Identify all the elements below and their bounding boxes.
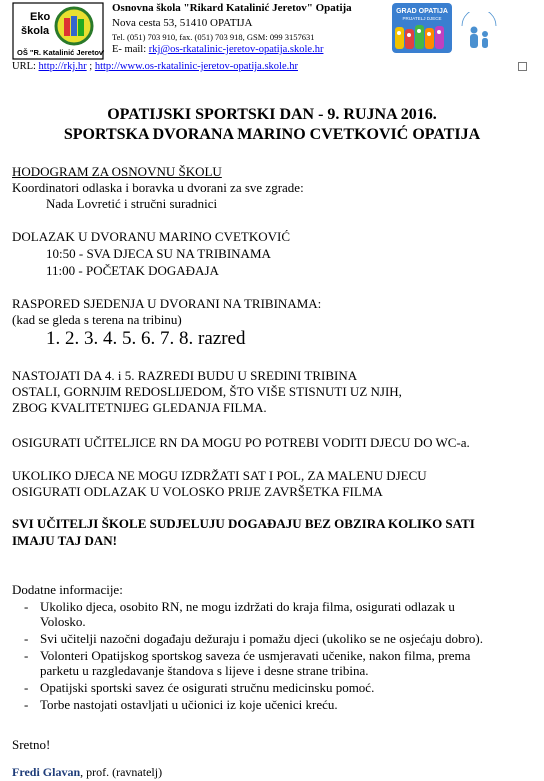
signature-role: , prof. (ravnatelj) [80,765,163,779]
signature [12,765,162,780]
nastojati-line-1: NASTOJATI DA 4. i 5. RAZREDI BUDU U SREDINI TRIBINA [12,368,358,383]
raspored-note: (kad se gleda s terena na tribinu) [12,312,182,327]
hodogram-heading: HODOGRAM ZA OSNOVNU ŠKOLU [12,164,222,179]
razredi-order: 1. 2. 3. 4. 5. 6. 7. 8. razred [46,328,246,349]
list-item: - Opatijski sportski savez će osigurati stručnu medicinsku pomoć. [24,680,375,695]
eko-skola-logo [12,2,104,60]
info-item-2: Svi učitelji nazočni događaju dežuraju i pomažu djeci (ukoliko se ne osjećaju dobro). [40,631,483,646]
url-label: URL: [12,61,39,72]
list-item: - Svi učitelji nazočni događaju dežuraju i pomažu djeci (ukoliko se ne osjećaju dobro). [24,631,483,646]
schedule-time-1: 10:50 - SVA DJECA SU NA TRIBINAMA [46,246,271,261]
info-item-3-line-1: Volonteri Opatijskog sportskog saveza će usmjeravati učenike, nakon filma, prema [40,648,471,663]
sretno-text: Sretno! [12,737,51,752]
svi-ucitelji-line-1: SVI UČITELJI ŠKOLE SUDJELUJU DOGAĐAJU BEZ OBZIRA KOLIKO SATI [12,516,475,531]
info-item-5: Torbe nastojati ostavljati u učionici iz koje učenici kreću. [40,697,338,712]
grad-opatija-text: GRAD OPATIJA [396,8,448,15]
info-item-1-line-2: Volosko. [40,614,86,629]
url-link-rkj[interactable]: http://rkj.hr [38,61,87,72]
info-item-4: Opatijski sportski savez će osigurati stručnu medicinsku pomoć. [40,680,375,695]
koordinatori-text: Koordinatori odlaska i boravka u dvorani za sve zgrade: [12,180,304,195]
url-link-school[interactable]: http://www.os-rkatalinic-jeretov-opatija.skole.hr [94,61,298,72]
url-separator: ; [86,61,95,72]
list-item: - Volonteri Opatijskog sportskog saveza će usmjeravati učenike, nakon filma, prema parketu u razgledavanje štandova s lijeve i desne strane tribina. [24,648,471,678]
schedule-time-2: 11:00 - POČETAK DOGAĐAJA [46,263,219,278]
email-label: E- mail: [112,44,149,55]
logo-text-eko: Eko [30,11,51,23]
info-list [24,599,534,714]
prijatelj-djece-text: PRIJATELJ DJECE [402,16,442,21]
logo-text-skola: škola [21,25,50,37]
koordinatori-names: Nada Lovretić i stručni suradnici [46,196,218,211]
svi-ucitelji-line-2: IMAJU TAJ DAN! [12,533,117,548]
school-address: Nova cesta 53, 51410 OPATIJA [112,17,253,29]
school-email-line [112,44,323,55]
email-link[interactable]: rkj@os-rkatalinic-jeretov-opatija.skole.hr [148,44,324,55]
list-item: - Torbe nastojati ostavljati u učionici iz koje učenici kreću. [24,697,338,712]
grad-opatija-logo [392,3,452,53]
ukoliko-line-1: UKOLIKO DJECA NE MOGU IZDRŽATI SAT I POL, ZA MALENU DJECU [12,468,427,483]
dodatne-heading: Dodatne informacije: [12,582,123,597]
dolazak-heading: DOLAZAK U DVORANU MARINO CVETKOVIĆ [12,229,291,244]
signature-name: Fredi Glavan [12,765,81,779]
document-subtitle: SPORTSKA DVORANA MARINO CVETKOVIĆ OPATIJA [63,126,481,143]
ukoliko-line-2: OSIGURATI ODLAZAK U VOLOSKO PRIJE ZAVRŠETKA FILMA [12,484,383,499]
logo-text-school: OŠ "R. Katalinić Jeretov" [17,48,104,57]
nastojati-line-3: ZBOG KVALITETNIJEG GLEDANJA FILMA. [12,400,267,415]
url-line [12,61,298,72]
list-item: - Ukoliko djeca, osobito RN, ne mogu izdržati do kraja filma, osigurati odlazak u Volosko. [24,599,455,629]
info-item-3-line-2: parketu u razgledavanje štandova s lijeve i desne strane tribina. [40,663,369,678]
document-title: OPATIJSKI SPORTSKI DAN - 9. RUJNA 2016. [107,106,437,123]
checkbox-icon [518,62,527,71]
raspored-heading: RASPORED SJEDENJA U DVORANI NA TRIBINAMA: [12,296,322,311]
nastojati-line-2: OSTALI, GORNJIM REDOSLIJEDOM, ŠTO VIŠE STISNUTI UZ NJIH, [12,384,402,399]
school-phone: Tel. (051) 703 910, fax. (051) 703 918, GSM: 099 3157631 [112,32,315,42]
grad-prijatelj-djece-logo [458,12,500,52]
info-item-1-line-1: Ukoliko djeca, osobito RN, ne mogu izdržati do kraja filma, osigurati odlazak u [40,599,455,614]
school-name: Osnovna škola "Rikard Katalinić Jeretov" Opatija [112,2,352,14]
osigurati-text: OSIGURATI UČITELJICE RN DA MOGU PO POTREBI VODITI DJECU DO WC-a. [12,435,470,450]
